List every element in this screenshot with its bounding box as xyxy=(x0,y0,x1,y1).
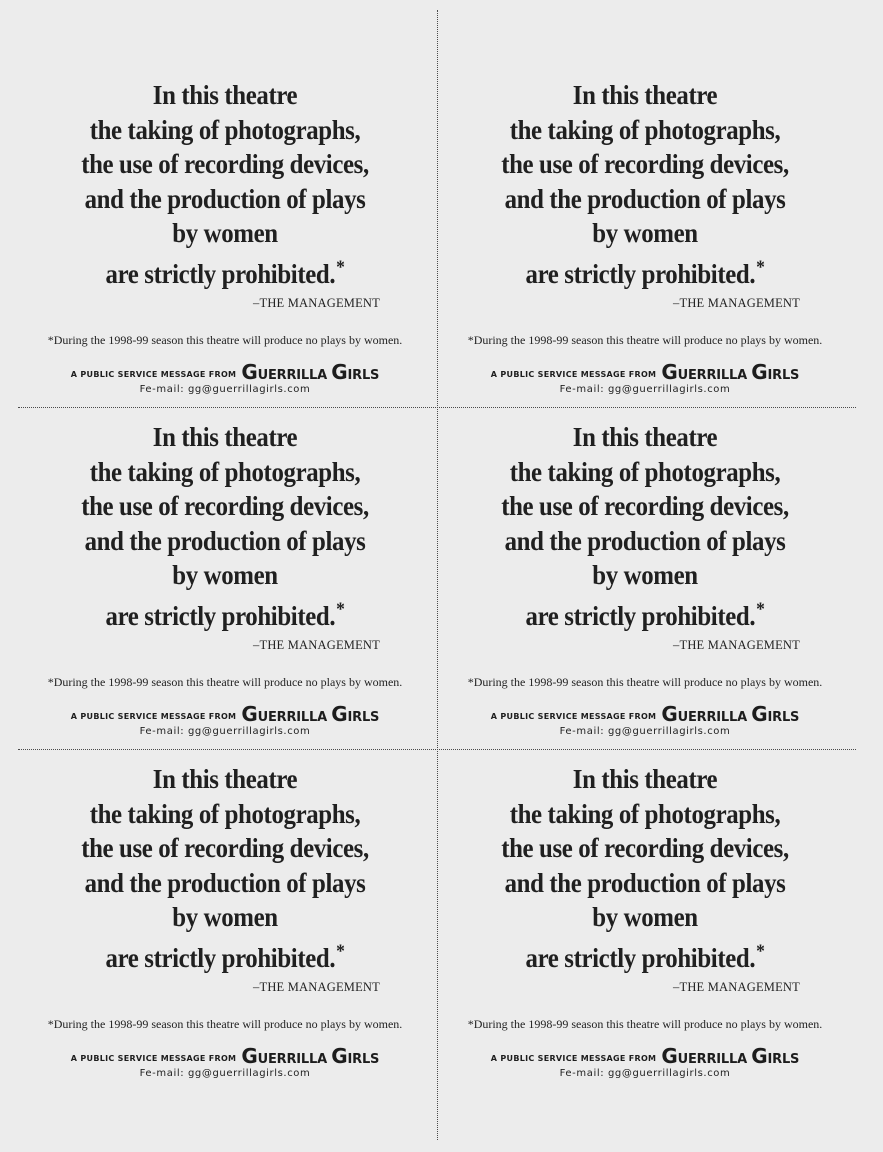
guerrilla-girls-logo: GUERRILLA GIRLS xyxy=(661,1044,800,1068)
email-line: Fe-mail: gg@guerrillagirls.com xyxy=(559,726,731,737)
email-line: Fe-mail: gg@guerrillagirls.com xyxy=(559,384,731,395)
flyer-headline: In this theatre the taking of photographs, the use of recording devices, and the production of plays by women are strictly prohibited.* xyxy=(81,764,369,973)
footnote: *During the 1998-99 season this theatre will produce no plays by women. xyxy=(47,675,403,689)
psa-line: A PUBLIC SERVICE MESSAGE FROM GUERRILLA GIRLS xyxy=(70,702,380,726)
guerrilla-girls-logo: GUERRILLA GIRLS xyxy=(241,1044,380,1068)
asterisk: * xyxy=(336,940,345,962)
guerrilla-girls-logo: GUERRILLA GIRLS xyxy=(241,702,380,726)
flyer-card xyxy=(435,420,855,750)
flyer-headline: In this theatre the taking of photographs, the use of recording devices, and the production of plays by women are strictly prohibited.* xyxy=(501,422,789,631)
footnote: *During the 1998-99 season this theatre will produce no plays by women. xyxy=(47,333,403,347)
flyer-card xyxy=(15,420,435,750)
asterisk: * xyxy=(756,256,765,278)
asterisk: * xyxy=(336,598,345,620)
flyer-card xyxy=(15,78,435,408)
flyer-card xyxy=(435,762,855,1092)
management-signature: –THE MANAGEMENT xyxy=(673,296,800,310)
guerrilla-girls-logo: GUERRILLA GIRLS xyxy=(661,360,800,384)
psa-line: A PUBLIC SERVICE MESSAGE FROM GUERRILLA GIRLS xyxy=(490,1044,800,1068)
management-signature: –THE MANAGEMENT xyxy=(253,296,380,310)
email-line: Fe-mail: gg@guerrillagirls.com xyxy=(559,1068,731,1079)
footnote: *During the 1998-99 season this theatre will produce no plays by women. xyxy=(47,1017,403,1031)
psa-line: A PUBLIC SERVICE MESSAGE FROM GUERRILLA GIRLS xyxy=(490,702,800,726)
flyer-headline: In this theatre the taking of photographs, the use of recording devices, and the production of plays by women are strictly prohibited.* xyxy=(501,764,789,973)
psa-line: A PUBLIC SERVICE MESSAGE FROM GUERRILLA GIRLS xyxy=(70,360,380,384)
flyer-headline: In this theatre the taking of photographs, the use of recording devices, and the production of plays by women are strictly prohibited.* xyxy=(501,80,789,289)
management-signature: –THE MANAGEMENT xyxy=(253,638,380,652)
email-line: Fe-mail: gg@guerrillagirls.com xyxy=(139,384,311,395)
footnote: *During the 1998-99 season this theatre will produce no plays by women. xyxy=(467,333,823,347)
footnote: *During the 1998-99 season this theatre will produce no plays by women. xyxy=(467,1017,823,1031)
flyer-card xyxy=(15,762,435,1092)
psa-line: A PUBLIC SERVICE MESSAGE FROM GUERRILLA GIRLS xyxy=(490,360,800,384)
asterisk: * xyxy=(756,940,765,962)
guerrilla-girls-logo: GUERRILLA GIRLS xyxy=(241,360,380,384)
psa-line: A PUBLIC SERVICE MESSAGE FROM GUERRILLA GIRLS xyxy=(70,1044,380,1068)
email-line: Fe-mail: gg@guerrillagirls.com xyxy=(139,726,311,737)
flyer-headline: In this theatre the taking of photographs, the use of recording devices, and the production of plays by women are strictly prohibited.* xyxy=(81,422,369,631)
footnote: *During the 1998-99 season this theatre will produce no plays by women. xyxy=(467,675,823,689)
management-signature: –THE MANAGEMENT xyxy=(673,980,800,994)
guerrilla-girls-logo: GUERRILLA GIRLS xyxy=(661,702,800,726)
flyer-headline: In this theatre the taking of photographs, the use of recording devices, and the production of plays by women are strictly prohibited.* xyxy=(81,80,369,289)
email-line: Fe-mail: gg@guerrillagirls.com xyxy=(139,1068,311,1079)
asterisk: * xyxy=(756,598,765,620)
management-signature: –THE MANAGEMENT xyxy=(253,980,380,994)
asterisk: * xyxy=(336,256,345,278)
flyer-card xyxy=(435,78,855,408)
management-signature: –THE MANAGEMENT xyxy=(673,638,800,652)
